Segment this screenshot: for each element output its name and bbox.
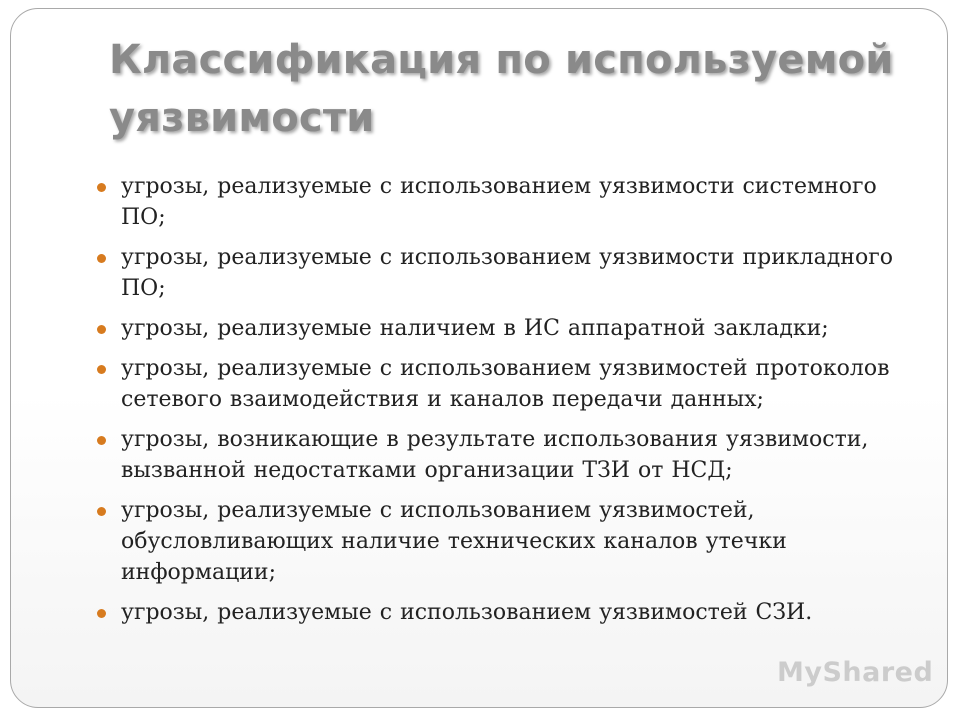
bullet-icon [97, 254, 106, 263]
bullet-icon [97, 183, 106, 192]
bullet-icon [97, 365, 106, 374]
watermark-logo: МyShared [777, 657, 934, 688]
slide [10, 8, 948, 708]
bullet-icon [97, 325, 106, 334]
list-item-text: угрозы, реализуемые наличием в ИС аппаратной закладки; [121, 316, 829, 341]
bullet-icon [97, 436, 106, 445]
slide-title: Классификация по используемой уязвимости [109, 37, 894, 141]
bullet-icon [97, 507, 106, 516]
list-item-text: угрозы, реализуемые с использованием уязвимости прикладного ПО; [121, 245, 893, 301]
list-item [93, 313, 913, 344]
bullet-icon [97, 609, 106, 618]
list-item [93, 597, 913, 628]
list-item-text: угрозы, реализуемые с использованием уязвимости системного ПО; [121, 174, 877, 230]
list-item [93, 495, 913, 588]
list-item [93, 424, 913, 486]
list-item [93, 353, 913, 415]
list-item [93, 242, 913, 304]
list-item-text: угрозы, реализуемые с использованием уязвимостей, обусловливающих наличие технических каналов утечки информации; [121, 498, 787, 585]
bullet-list [93, 171, 913, 637]
list-item [93, 171, 913, 233]
list-item-text: угрозы, возникающие в результате использования уязвимости, вызванной недостатками организации ТЗИ от НСД; [121, 427, 869, 483]
list-item-text: угрозы, реализуемые с использованием уязвимостей протоколов сетевого взаимодействия и каналов передачи данных; [121, 356, 890, 412]
list-item-text: угрозы, реализуемые с использованием уязвимостей СЗИ. [121, 600, 813, 625]
